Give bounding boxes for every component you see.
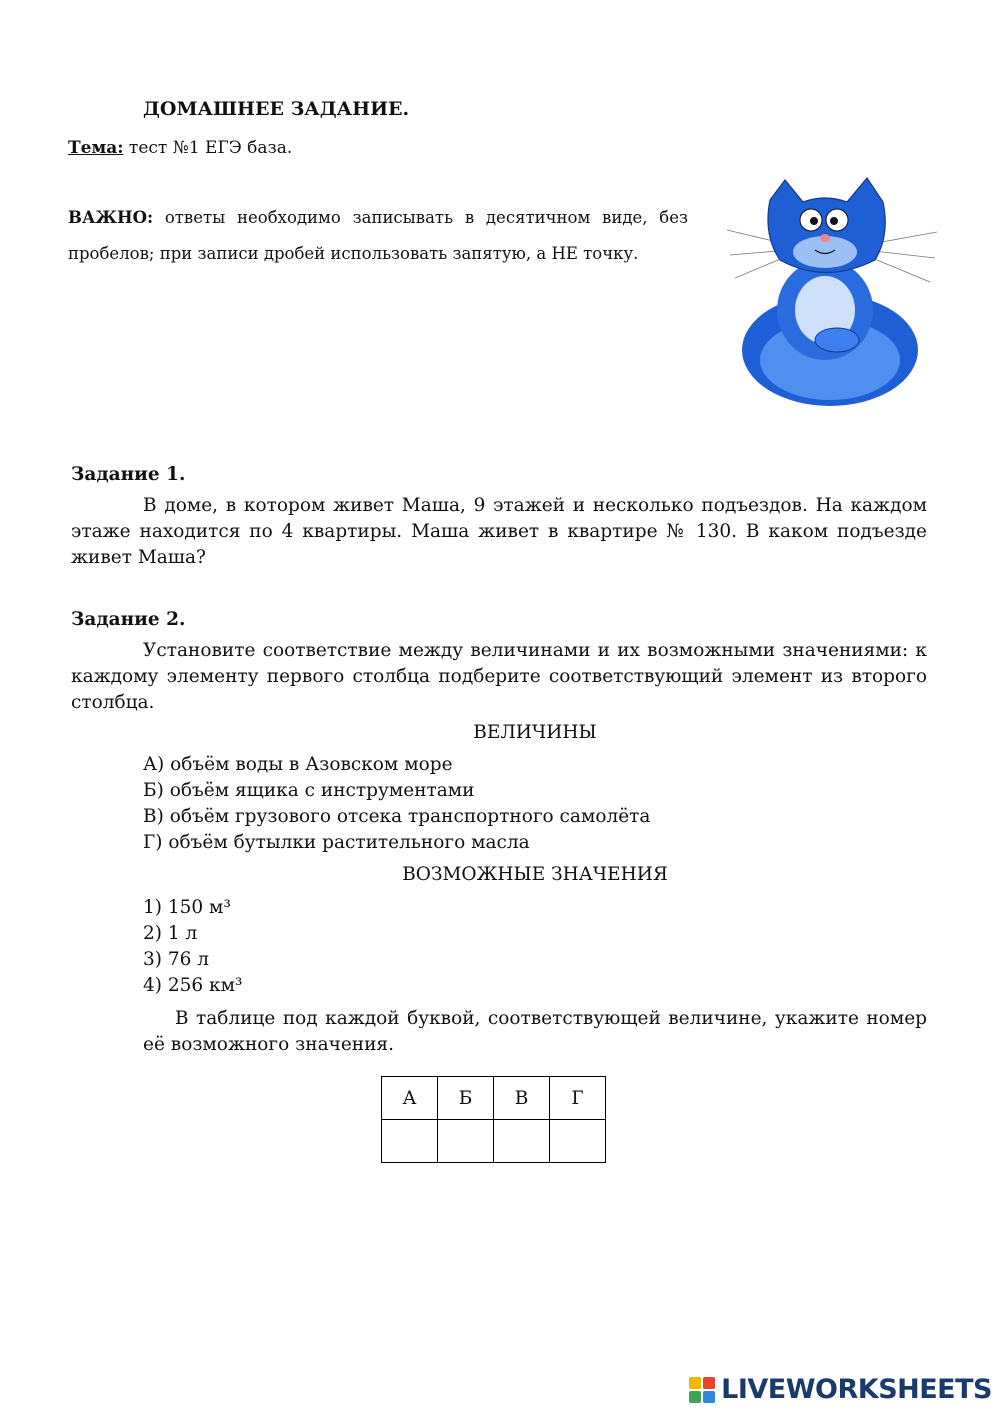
table-header-cell: А [382, 1077, 438, 1120]
table-header-cell: Б [438, 1077, 494, 1120]
answer-cell-g[interactable] [550, 1120, 606, 1163]
important-text: ответы необходимо записывать в десятичном виде, без пробелов; при записи дробей использовать запятую, а НЕ точку. [68, 208, 688, 263]
topic-value: тест №1 ЕГЭ база. [123, 138, 293, 158]
task1-heading: Задание 1. [71, 464, 186, 485]
liveworksheets-brand[interactable] [689, 1374, 992, 1405]
list-item: Г) объём бутылки растительного масла [143, 832, 530, 853]
task2-note: В таблице под каждой буквой, соответствующей величине, укажите номер её возможного значения. [143, 1008, 927, 1055]
values-list [143, 895, 242, 999]
task2-heading: Задание 2. [71, 609, 186, 630]
list-item: 3) 76 л [143, 949, 210, 970]
list-item: 4) 256 км³ [143, 975, 243, 996]
topic-line [68, 138, 292, 158]
important-label: ВАЖНО: [68, 208, 154, 227]
answer-cell-b[interactable] [438, 1120, 494, 1163]
table-answer-row [382, 1120, 606, 1163]
page-title: ДОМАШНЕЕ ЗАДАНИЕ. [143, 98, 410, 120]
task2-text: Установите соответствие между величинами и их возможными значениями: к каждому элементу первого столбца подберите соответствующий элемент из второго столбца. [71, 640, 927, 713]
table-header-cell: Г [550, 1077, 606, 1120]
liveworksheets-logo-icon [689, 1377, 715, 1403]
brand-name: LIVEWORKSHEETS [721, 1374, 992, 1405]
topic-label: Тема: [68, 138, 124, 158]
task1-text: В доме, в котором живет Маша, 9 этажей и несколько подъездов. На каждом этаже находится по 4 квартиры. Маша живет в квартире № 130. В каком подъезде живет Маша? [71, 495, 927, 568]
answer-cell-v[interactable] [494, 1120, 550, 1163]
list-item: 2) 1 л [143, 923, 198, 944]
table-header-row [382, 1077, 606, 1120]
answer-cell-a[interactable] [382, 1120, 438, 1163]
quantities-heading: ВЕЛИЧИНЫ [473, 722, 597, 743]
table-header-cell: В [494, 1077, 550, 1120]
blue-cat-illustration [725, 160, 940, 410]
list-item: А) объём воды в Азовском море [143, 754, 453, 775]
values-heading: ВОЗМОЖНЫЕ ЗНАЧЕНИЯ [402, 864, 668, 885]
important-note [68, 200, 688, 272]
list-item: 1) 150 м³ [143, 897, 231, 918]
list-item: Б) объём ящика с инструментами [143, 780, 475, 801]
answer-table [381, 1076, 606, 1163]
list-item: В) объём грузового отсека транспортного самолёта [143, 806, 651, 827]
quantities-list [143, 752, 650, 856]
